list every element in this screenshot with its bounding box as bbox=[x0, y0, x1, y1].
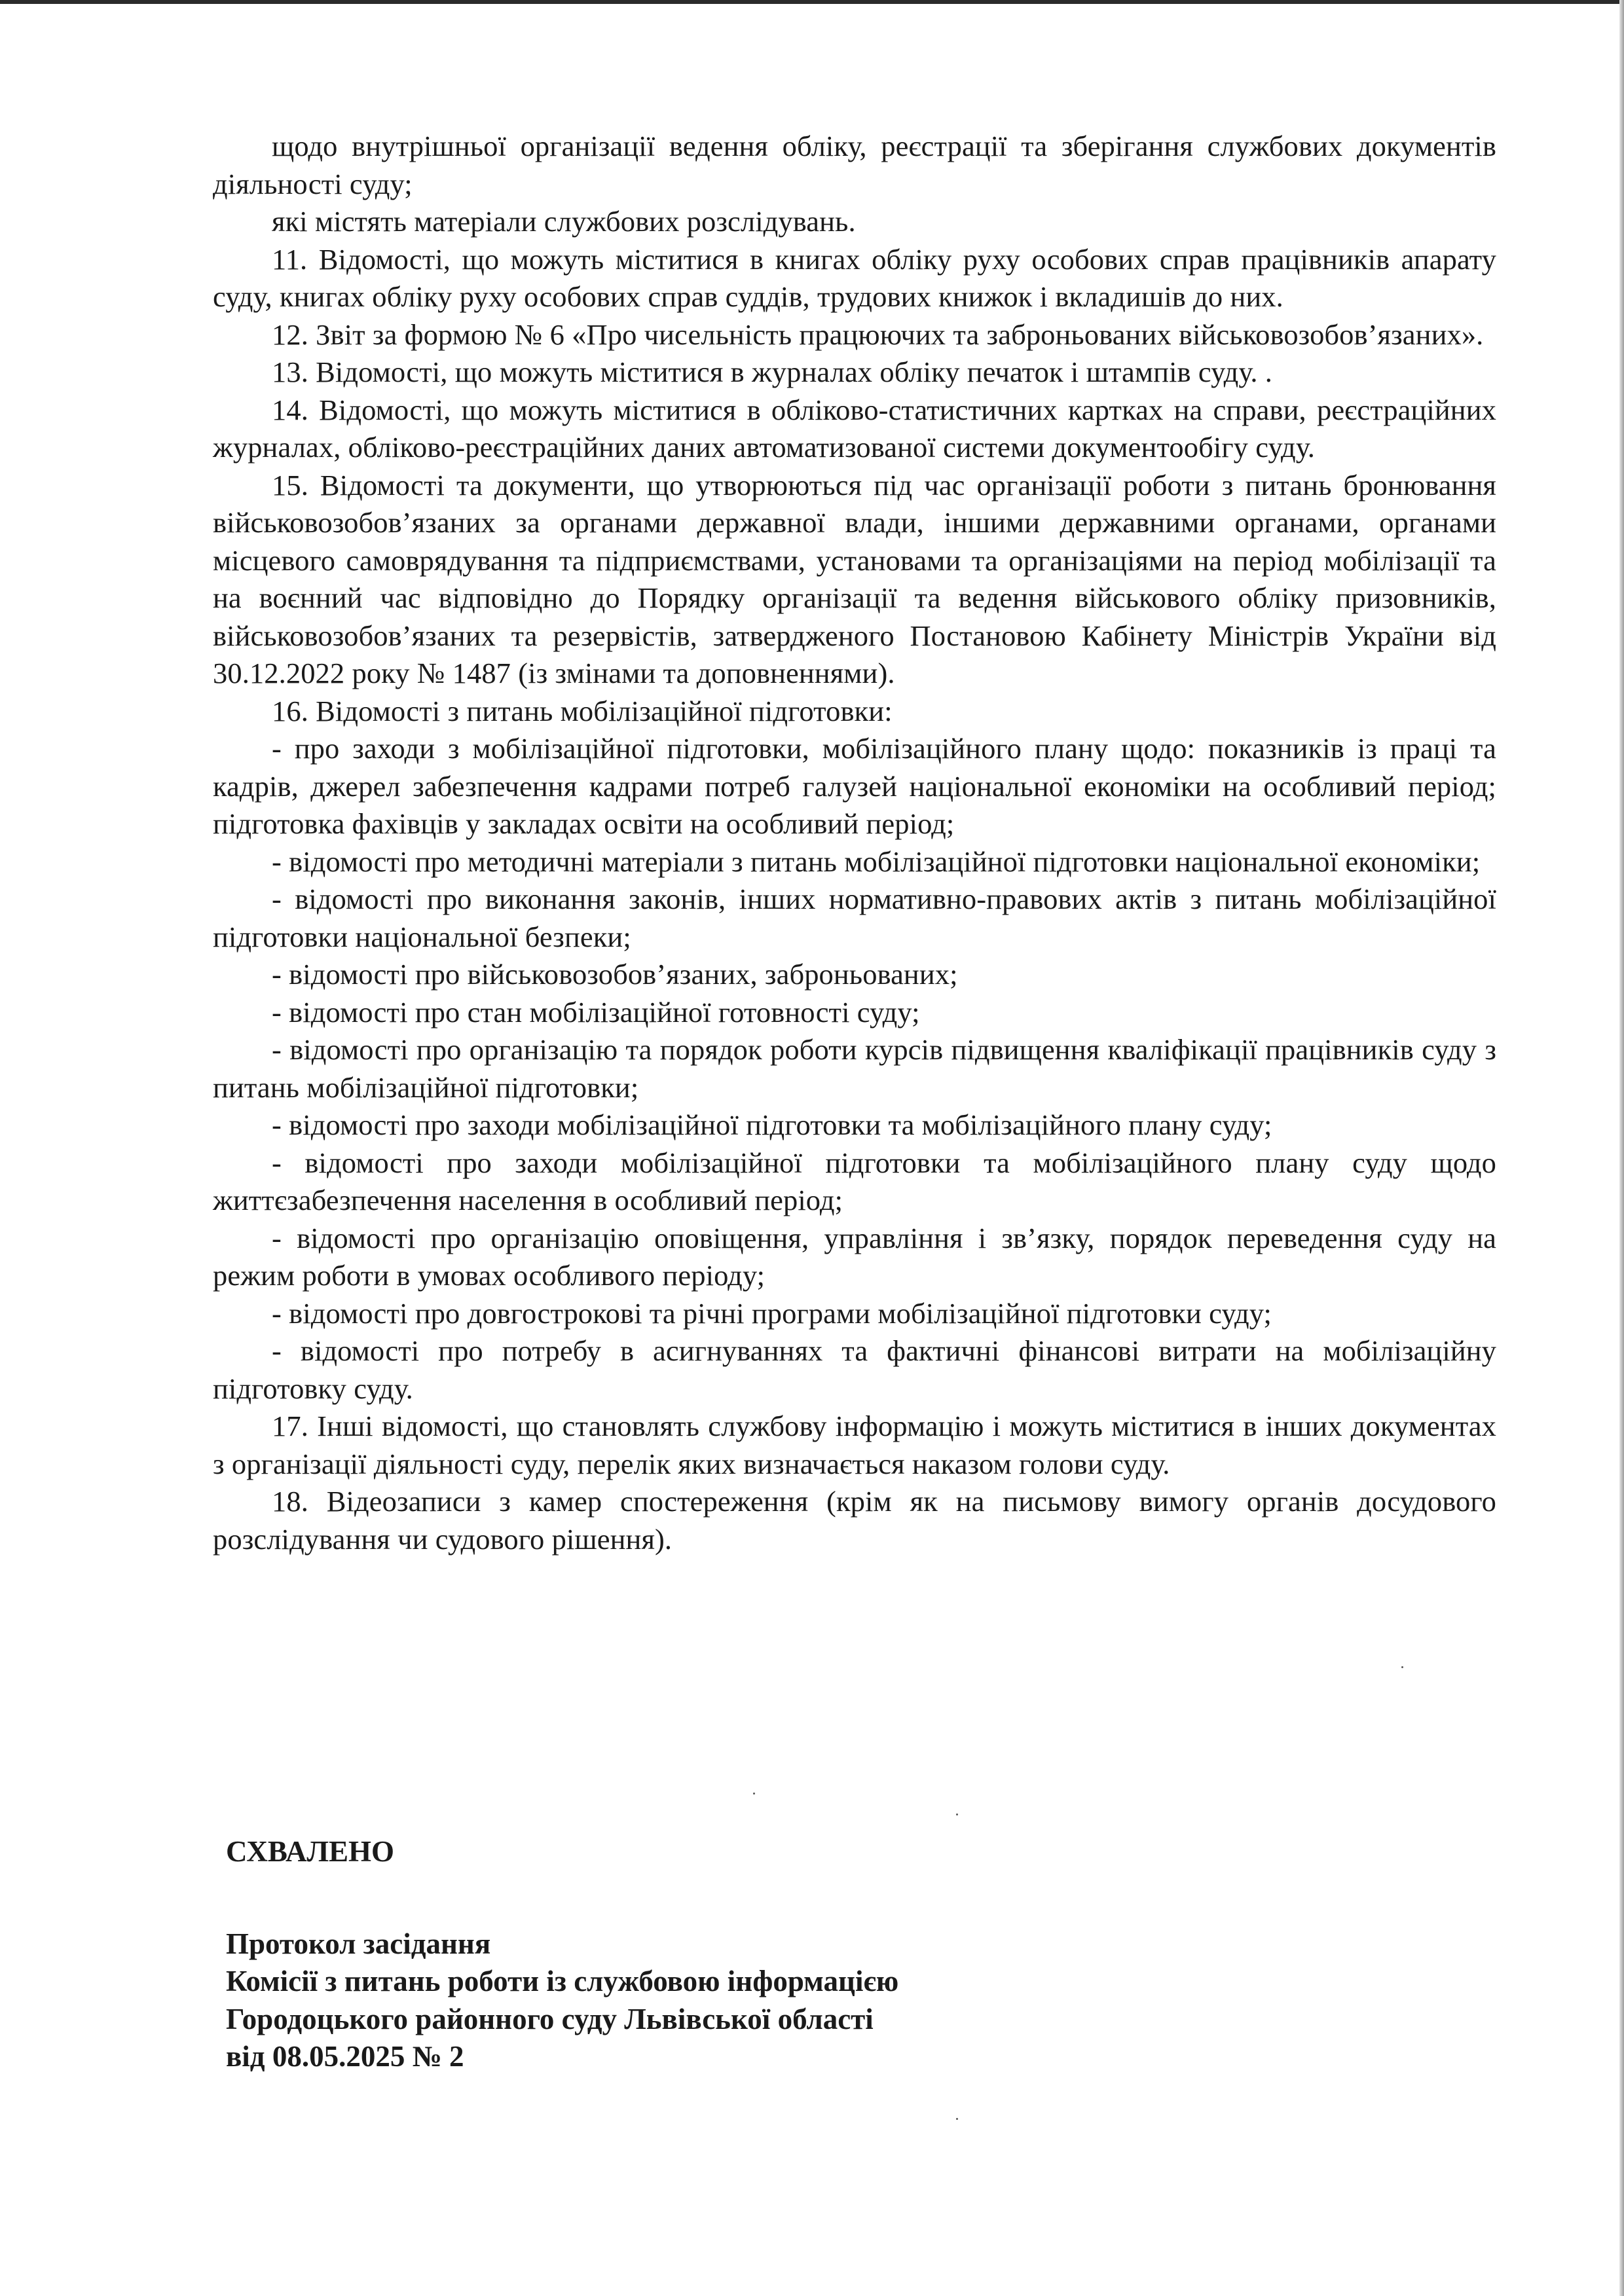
list-item-mobilization-measures: - про заходи з мобілізаційної підготовки, мобілізаційного плану щодо: показників із праці та кадрів, джерел забезпечення кадрами потреб галузей національної економіки на особливий період; підготовка фахівців у закладах освіти на особливий період; bbox=[213, 732, 1496, 840]
scan-edge-right bbox=[1619, 0, 1624, 2296]
paragraph-item-14: 14. Відомості, що можуть міститися в обліково-статистичних картках на справи, реєстраційних журналах, обліково-реєстраційних даних автоматизованої системи документообігу суду. bbox=[213, 393, 1496, 464]
scan-speck bbox=[956, 2118, 958, 2120]
approval-block bbox=[226, 1833, 1208, 2076]
list-item-life-support: - відомості про заходи мобілізаційної підготовки та мобілізаційного плану суду щодо життєзабезпечення населення в особливий період; bbox=[213, 1146, 1496, 1216]
paragraph-item-18: 18. Відеозаписи з камер спостереження (крім як на письмову вимогу органів досудового розслідування чи судового рішення). bbox=[213, 1485, 1496, 1556]
list-item-notification: - відомості про організацію оповіщення, управління і зв’язку, порядок переведення суду на режим роботи в умовах особливого періоду; bbox=[213, 1221, 1496, 1292]
list-item-methodical-materials: - відомості про методичні матеріали з питань мобілізаційної підготовки національної економіки; bbox=[272, 845, 1481, 878]
paragraph-investigations: які містять матеріали службових розслідувань. bbox=[272, 205, 856, 238]
paragraph-item-13: 13. Відомості, що можуть міститися в журналах обліку печаток і штампів суду. . bbox=[272, 355, 1272, 388]
paragraph-item-11: 11. Відомості, що можуть міститися в книгах обліку руху особових справ працівників апарату суду, книгах обліку руху особових справ суддів, трудових книжок і вкладишів до них. bbox=[213, 242, 1496, 313]
paragraph-item-12: 12. Звіт за формою № 6 «Про чисельність працюючих та заброньованих військовозобов’язаних». bbox=[272, 318, 1484, 351]
protocol-line-1: Протокол засідання bbox=[226, 1927, 491, 1960]
protocol-line-3: Городоцького районного суду Львівської області bbox=[226, 2002, 874, 2035]
list-item-laws-execution: - відомості про виконання законів, інших нормативно-правових актів з питань мобілізаційної підготовки національної безпеки; bbox=[213, 883, 1496, 953]
list-item-courses: - відомості про організацію та порядок роботи курсів підвищення кваліфікації працівників суду з питань мобілізаційної підготовки; bbox=[213, 1033, 1496, 1104]
protocol-line-2: Комісії з питань роботи із службовою інформацією bbox=[226, 1965, 899, 1997]
list-item-programs: - відомості про довгострокові та річні програми мобілізаційної підготовки суду; bbox=[272, 1296, 1272, 1330]
list-item-plan-measures: - відомості про заходи мобілізаційної підготовки та мобілізаційного плану суду; bbox=[272, 1108, 1272, 1141]
paragraph-item-16: 16. Відомості з питань мобілізаційної підготовки: bbox=[272, 694, 893, 727]
approved-heading: СХВАЛЕНО bbox=[226, 1835, 395, 1868]
paragraph-item-15: 15. Відомості та документи, що утворюються під час організації роботи з питань бронювання військовозобов’язаних за органами державної влади, іншими державними органами, органами місцевого самоврядування та підприємствами, установами та організаціями на період мобілізації та на воєнний час відповідно до Порядку організації та ведення військового обліку призовників, військовозобов’язаних та резервістів, затвердженого Постановою Кабінету Міністрів України від 30.12.2022 року № 1487 (із змінами та доповненнями). bbox=[213, 468, 1496, 689]
protocol-line-4: від 08.05.2025 № 2 bbox=[226, 2040, 464, 2073]
list-item-readiness: - відомості про стан мобілізаційної готовності суду; bbox=[272, 995, 920, 1029]
scan-speck bbox=[753, 1793, 755, 1795]
paragraph-item-17: 17. Інші відомості, що становлять службову інформацію і можуть міститися в інших документах з організації діяльності суду, перелік яких визначається наказом голови суду. bbox=[213, 1410, 1496, 1480]
list-item-conscripts: - відомості про військовозобов’язаних, заброньованих; bbox=[272, 958, 958, 991]
scan-speck bbox=[1401, 1666, 1403, 1668]
scan-edge-top bbox=[0, 0, 1624, 4]
list-item-appropriations: - відомості про потребу в асигнуваннях та фактичні фінансові витрати на мобілізаційну підготовку суду. bbox=[213, 1334, 1496, 1405]
document-body bbox=[213, 128, 1496, 1558]
scan-speck bbox=[956, 1813, 958, 1815]
paragraph-service-docs: щодо внутрішньої організації ведення обліку, реєстрації та зберігання службових документів діяльності суду; bbox=[213, 130, 1496, 200]
